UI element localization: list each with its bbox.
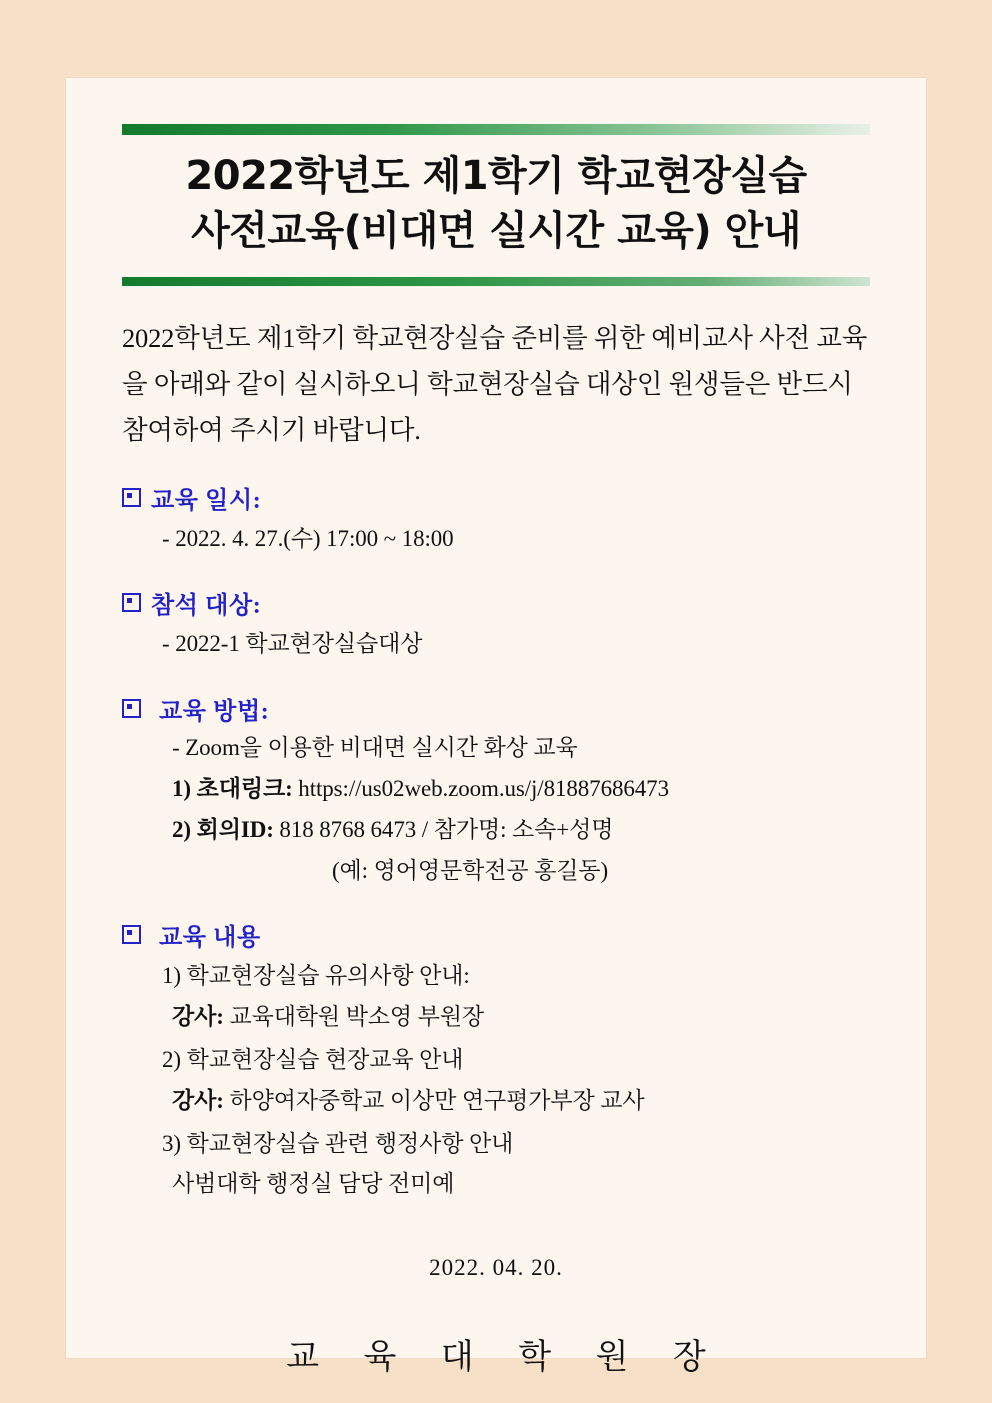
section-item: - 2022-1 학교현장실습대상 bbox=[162, 631, 423, 657]
intro-paragraph: 2022학년도 제1학기 학교현장실습 준비를 위한 예비교사 사전 교육을 아래와 같이 실시하오니 학교현장실습 대상인 원생들은 반드시 참여하여 주시기 바랍니다. bbox=[122, 323, 868, 445]
zoom-invite-link-label: 1) 초대링크: bbox=[172, 776, 293, 801]
page-title-line-1: 2022학년도 제1학기 학교현장실습 bbox=[185, 153, 807, 199]
section-heading bbox=[122, 917, 870, 952]
content-item-2: 2) 학교현장실습 현장교육 안내 bbox=[162, 1046, 464, 1072]
document-date: 2022. 04. 20. bbox=[429, 1255, 563, 1281]
section-heading bbox=[122, 480, 870, 515]
section-heading bbox=[122, 585, 870, 620]
page-title-line-2: 사전교육(비대면 실시간 교육) 안내 bbox=[191, 208, 801, 255]
spacer bbox=[122, 557, 870, 567]
section-item: - Zoom을 이용한 비대면 실시간 화상 교육 bbox=[172, 735, 578, 761]
participant-name-example: (예: 영어영문학전공 홍길동) bbox=[332, 857, 609, 883]
bullet-square-icon bbox=[122, 699, 141, 718]
content-item-3: 3) 학교현장실습 관련 행정사항 안내 bbox=[162, 1130, 514, 1156]
content-admin-contact: 사범대학 행정실 담당 전미예 bbox=[172, 1171, 455, 1197]
notice-document bbox=[66, 78, 926, 1377]
bullet-square-icon bbox=[122, 593, 141, 612]
bullet-square-icon bbox=[122, 488, 141, 507]
section-attendees bbox=[122, 585, 870, 663]
document-signature: 교 육 대 학 원 장 bbox=[286, 1339, 724, 1377]
content-item-1: 1) 학교현장실습 유의사항 안내: bbox=[162, 963, 470, 989]
section-education-content bbox=[122, 917, 870, 1203]
instructor-value: 하양여자중학교 이상만 연구평가부장 교사 bbox=[229, 1087, 645, 1113]
zoom-invite-link-url[interactable]: https://us02web.zoom.us/j/81887686473 bbox=[298, 776, 669, 801]
section-heading-label: 교육 방법: bbox=[159, 699, 270, 726]
section-heading-label: 교육 일시: bbox=[151, 487, 262, 514]
page-title bbox=[122, 135, 870, 265]
section-heading-label: 참석 대상: bbox=[151, 593, 262, 620]
section-item: - 2022. 4. 27.(수) 17:00 ~ 18:00 bbox=[162, 525, 454, 551]
bullet-square-icon bbox=[122, 925, 141, 944]
instructor-label: 강사: bbox=[172, 1087, 224, 1113]
zoom-meeting-id-label: 2) 회의ID: bbox=[172, 816, 274, 842]
zoom-invite-link-row bbox=[172, 771, 870, 808]
instructor-value: 교육대학원 박소영 부원장 bbox=[229, 1004, 485, 1030]
zoom-meeting-id-row bbox=[172, 812, 870, 849]
spacer bbox=[122, 889, 870, 899]
content-instructor-row-2 bbox=[172, 1083, 870, 1120]
section-education-datetime bbox=[122, 480, 870, 558]
section-heading bbox=[122, 691, 870, 726]
spacer bbox=[122, 663, 870, 673]
zoom-meeting-id-value: 818 8768 6473 / 참가명: 소속+성명 bbox=[279, 816, 614, 842]
section-education-method bbox=[122, 691, 870, 889]
content-instructor-row-1 bbox=[172, 999, 870, 1036]
title-bottom-rule bbox=[122, 277, 870, 286]
instructor-label: 강사: bbox=[172, 1004, 224, 1030]
title-top-rule bbox=[122, 124, 870, 135]
document-inner bbox=[122, 124, 870, 1378]
section-heading-label: 교육 내용 bbox=[159, 925, 261, 952]
